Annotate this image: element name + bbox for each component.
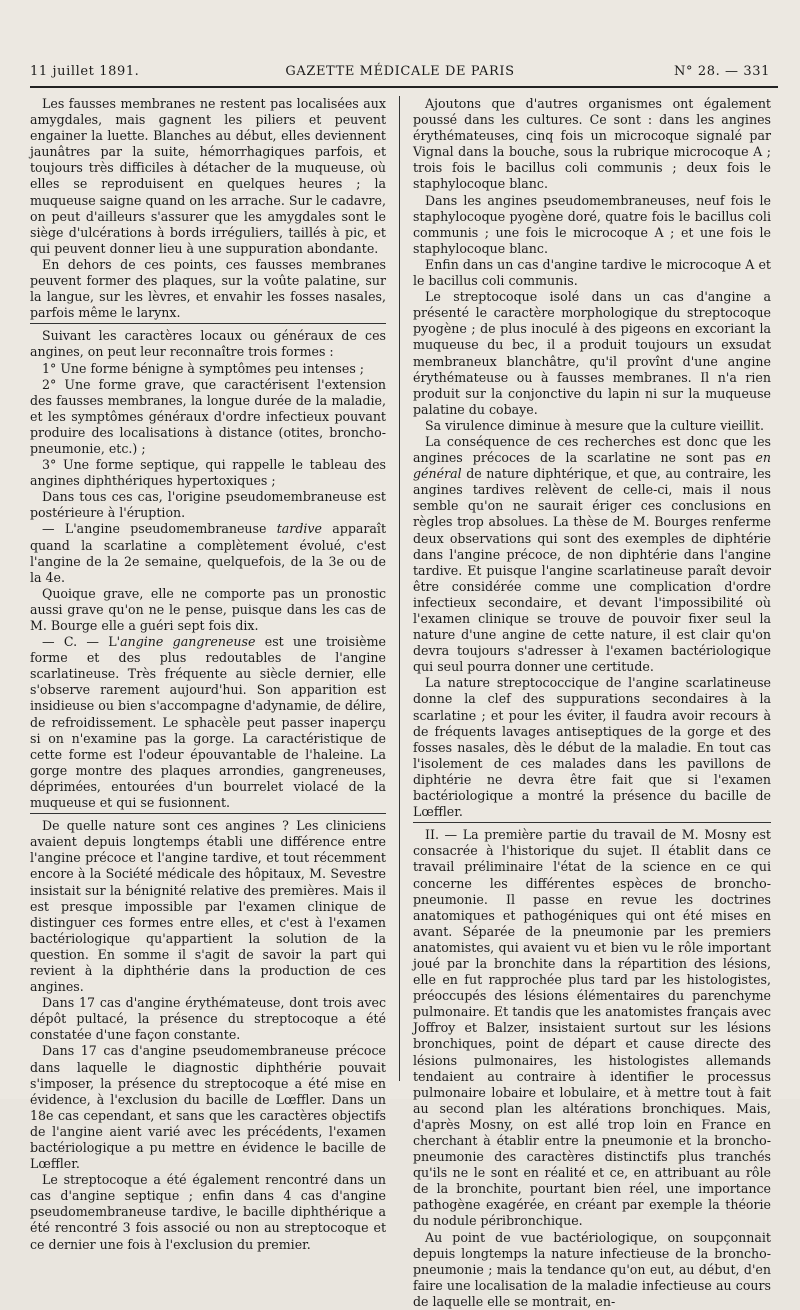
paragraph: Dans 17 cas d'angine pseudomembraneuse précoce dans laquelle le diagnostic diphthérie pouvait s'imposer, la présence du streptocoque a été mise en évidence, à l'exclusion du bacille de Lœffler. Dans un 18e cas cependant, et sans que les caractères objectifs de l'angine aient varié avec les précédents, l'examen bactériologique a pu mettre en évidence le bacille de Lœffler. xyxy=(30,1043,386,1172)
paragraph: II. — La première partie du travail de M. Mosny est consacrée à l'historique du sujet. Il établit dans ce travail préliminaire l'état de la science en ce qui concerne les différentes espèces de broncho-pneumonie. Il passe en revue les doctrines anatomiques et pathogéniques qui ont été mises en avant. Séparée de la pneumonie par les premiers anatomistes, qui avaient vu et bien vu le rôle important joué par la bronchite dans la répartition des lésions, elle en fut rapprochée plus tard par les histologistes, préoccupés des lésions élémentaires du parenchyme pulmonaire. Et tandis que les anatomistes français avec Joffroy et Balzer, insistaient surtout sur les lésions bronchiques, point de départ et cause directe des lésions pulmonaires, les histologistes allemands tendaient au contraire à identifier le processus pulmonaire lobaire et lobulaire, et à mettre tout à fait au second plan les altérations bronchiques. Mais, d'après Mosny, on est allé trop loin en France en cherchant à établir entre la pneumonie et la broncho-pneumonie des caractères distinctifs plus tranchés qu'ils ne le sont en réalité et ce, en attribuant au rôle de la bronchite, pourtant bien réel, une importance pathogène exagérée, en créant par exemple la théorie du nodule péribronchique. xyxy=(413,827,771,1229)
column-rule xyxy=(399,96,400,1081)
text-run: — C. — L' xyxy=(42,634,121,650)
section-divider xyxy=(413,822,771,823)
paragraph: Sa virulence diminue à mesure que la culture vieillit. xyxy=(425,417,764,433)
issue-date: 11 juillet 1891. xyxy=(30,64,140,79)
paragraph xyxy=(30,521,386,585)
journal-title: GAZETTE MÉDICALE DE PARIS xyxy=(285,64,515,79)
paragraph: Dans tous ces cas, l'origine pseudomembraneuse est postérieure à l'éruption. xyxy=(30,489,386,521)
italic-term: angine gangreneuse xyxy=(120,634,256,650)
paragraph: Dans les angines pseudomembraneuses, neuf fois le staphylocoque pyogène doré, quatre fois le bacillus coli communis ; une fois le microcoque A ; et une fois le staphylocoque blanc. xyxy=(413,192,771,256)
paragraph: Suivant les caractères locaux ou généraux de ces angines, on peut leur reconnaître trois formes : xyxy=(30,328,386,360)
section-divider xyxy=(30,323,386,324)
paragraph: 3° Une forme septique, qui rappelle le tableau des angines diphthériques hypertoxiques ; xyxy=(30,457,386,489)
paragraph: Les fausses membranes ne restent pas localisées aux amygdales, mais gagnent les piliers et peuvent engainer la luette. Blanches au début, elles deviennent jaunâtres par la suite, hémorrhagiques parfois, et toujours très difficiles à détacher de la muqueuse, où elles se reproduisent en quelques heures ; la muqueuse saigne quand on les arrache. Sur le cadavre, on peut d'ailleurs s'assurer que les amygdales sont le siège d'ulcérations à bords irréguliers, taillés à pic, et qui peuvent donner lieu à une suppuration abondante. xyxy=(30,96,386,256)
paragraph xyxy=(30,634,386,811)
left-column xyxy=(30,96,386,1253)
page-header xyxy=(30,62,770,84)
paragraph: La nature streptococcique de l'angine scarlatineuse donne la clef des suppurations secondaires à la scarlatine ; et pour les éviter, il faudra avoir recours à de fréquents lavages antiseptiques de la gorge et des fosses nasales, dès le début de la maladie. En tout cas l'isolement de ces malades dans les pavillons de diphtérie ne devra être fait que si l'examen bactériologique a montré la présence du bacille de Lœffler. xyxy=(413,675,771,820)
text-run: La conséquence de ces recherches est donc que les angines précoces de la scarlatine ne sont pas xyxy=(413,433,771,466)
page-number: N° 28. — 331 xyxy=(674,64,770,79)
text-run: de nature diphtérique, et que, au contraire, les angines tardives relèvent de celle-ci, mais il nous semble qu'on ne saurait ériger ces conclusions en règles trop absolues. La thèse de M. Bourges renferme deux observations qui sont des exemples de diphtérie dans l'angine précoce, de non diphtérie dans l'angine tardive. Et puisque l'angine scarlatineuse paraît devoir être considérée comme une complication d'ordre infectieux secondaire, et devant l'impossibilité où l'examen clinique se trouve de pouvoir fixer seul la nature d'une angine de cette nature, il est clair qu'on devra toujours s'adresser à l'examen bactériologique qui seul pourra donner une certitude. xyxy=(413,466,771,675)
paragraph: Dans 17 cas d'angine érythémateuse, dont trois avec dépôt pultacé, la présence du streptocoque a été constatée d'une façon constante. xyxy=(30,995,386,1043)
paragraph: De quelle nature sont ces angines ? Les cliniciens avaient depuis longtemps établi une différence entre l'angine précoce et l'angine tardive, et tout récemment encore à la Société médicale des hôpitaux, M. Sevestre insistait sur la bénignité relative des premières. Mais il est presque impossible par l'examen clinique de distinguer ces formes entre elles, et c'est à l'examen bactériologique qu'appartient la solution de la question. En somme il s'agit de savoir la part qui revient à la diphthérie dans la production de ces angines. xyxy=(30,818,386,995)
paragraph: Ajoutons que d'autres organismes ont également poussé dans les cultures. Ce sont : dans les angines érythémateuses, cinq fois un microcoque signalé par Vignal dans la bouche, sous la rubrique microcoque A ; trois fois le bacillus coli communis ; deux fois le staphylocoque blanc. xyxy=(413,96,771,192)
paragraph: 1° Une forme bénigne à symptômes peu intenses ; xyxy=(42,360,365,376)
paragraph xyxy=(413,434,771,675)
paragraph: Au point de vue bactériologique, on soupçonnait depuis longtemps la nature infectieuse de la broncho-pneumonie ; mais la tendance qu'on eut, au début, d'en faire une localisation de la maladie infectieuse au cours de laquelle elle se montrait, en- xyxy=(413,1229,771,1309)
right-column xyxy=(413,96,771,1310)
paragraph: 2° Une forme grave, que caractérisent l'extension des fausses membranes, la longue durée de la maladie, et les symptômes généraux d'ordre infectieux pouvant produire des localisations à distance (otites, broncho-pneumonie, etc.) ; xyxy=(30,376,386,456)
text-run: apparaît quand la scarlatine a complètement évolué, c'est l'angine de la 2e semaine, quelquefois, de la 3e ou de la 4e. xyxy=(30,521,387,585)
text-run: est une troisième forme et des plus redoutables de l'angine scarlatineuse. Très fréquente au siècle dernier, elle s'observe rarement aujourd'hui. Son apparition est insidieuse ou bien s'accompagne d'adynamie, de délire, de refroidissement. Le sphacèle peut passer inaperçu si on n'examine pas la gorge. La caractéristique de cette forme est l'odeur épouvantable de l'haleine. La gorge montre des plaques arrondies, gangreneuses, déprimées, entourées d'un bourrelet violacé de la muqueuse et qui se fusionnent. xyxy=(30,634,386,811)
paragraph: Quoique grave, elle ne comporte pas un pronostic aussi grave qu'on ne le pense, puisque dans les cas de M. Bourge elle a guéri sept fois dix. xyxy=(30,585,386,633)
header-rule xyxy=(30,86,778,88)
text-run: — L'angine pseudomembraneuse xyxy=(42,521,277,537)
paragraph: Le streptocoque isolé dans un cas d'angine a présenté le caractère morphologique du streptocoque pyogène ; de plus inoculé à des pigeons en excoriant la muqueuse du bec, il a produit toujours un exsudat membraneux blanchâtre, qu'il provînt d'une angine érythémateuse ou à fausses membranes. Il n'a rien produit sur la conjonctive du lapin ni sur la muqueuse palatine du cobaye. xyxy=(413,289,771,417)
paragraph: Enfin dans un cas d'angine tardive le microcoque A et le bacillus coli communis. xyxy=(413,256,771,289)
italic-term: tardive xyxy=(276,521,322,537)
paragraph: Le streptocoque a été également rencontré dans un cas d'angine septique ; enfin dans 4 cas d'angine pseudomembraneuse tardive, le bacille diphthérique a été rencontré 3 fois associé ou non au streptocoque et ce dernier une fois à l'exclusion du premier. xyxy=(30,1172,386,1252)
paragraph: En dehors de ces points, ces fausses membranes peuvent former des plaques, sur la voûte palatine, sur la langue, sur les lèvres, et envahir les fosses nasales, parfois même le larynx. xyxy=(30,256,386,321)
section-divider xyxy=(30,813,386,814)
italic-term: en général xyxy=(413,450,771,482)
